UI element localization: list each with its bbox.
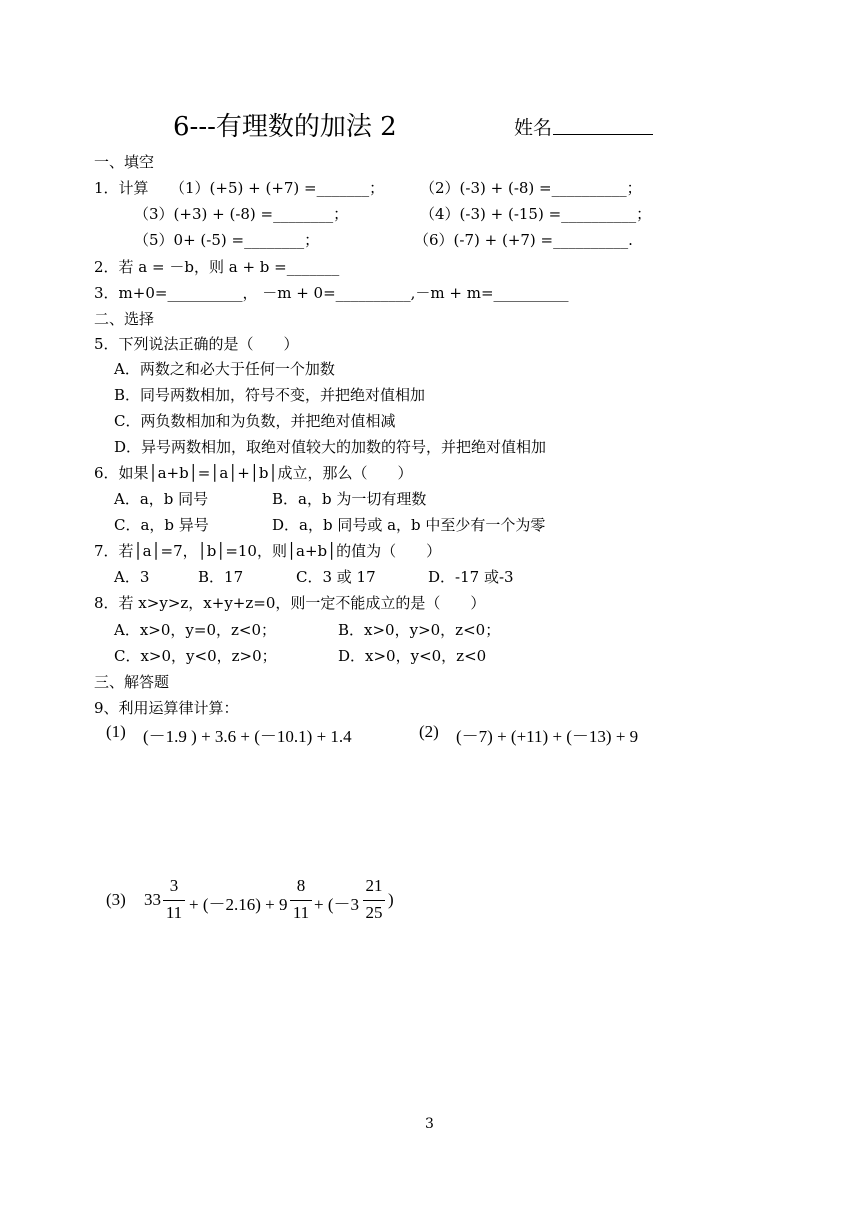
q6-option-c: C．a，b 异号 (114, 516, 209, 534)
page-number: 3 (425, 1116, 434, 1132)
fraction-denominator: 25 (365, 903, 383, 922)
q7-option-d: D．-17 或-3 (428, 568, 514, 586)
q8-option-c: C．x>0，y<0，z>0； (114, 647, 277, 665)
q5-option-a: A．两数之和必大于任何一个加数 (114, 360, 335, 378)
q9-part2-label: (2) (419, 722, 439, 741)
q6-option-b: B．a，b 为一切有理数 (272, 490, 427, 508)
q8-option-a: A．x>0，y=0，z<0； (114, 621, 277, 639)
q6-stem: 6．如果│a+b│=│a│+│b│成立，那么（ ） (94, 464, 413, 482)
fraction-bar (163, 900, 185, 901)
q6-option-d: D．a，b 同号或 a，b 中至少有一个为零 (272, 516, 546, 534)
q9-part3-fraction-1 (163, 876, 185, 926)
q5-stem: 5．下列说法正确的是（ ） (94, 335, 299, 353)
q9-part3-whole-1: 33 (144, 890, 161, 909)
q9-part1-label: (1) (106, 722, 126, 741)
q1-part1: （1）(+5) + (+7) =_______； (170, 179, 385, 197)
q1-part2: （2）(-3) + (-8) =__________； (420, 179, 642, 197)
q7-stem: 7．若│a│=7，│b│=10，则│a+b│的值为（ ） (94, 542, 442, 560)
name-blank[interactable] (553, 134, 653, 135)
q7-option-b: B．17 (198, 568, 244, 586)
q1-part3: （3）(+3) + (-8) =________； (134, 205, 349, 223)
fraction-numerator: 21 (365, 876, 383, 895)
q9-part3-fraction-2 (290, 876, 312, 926)
fraction-bar (290, 900, 312, 901)
q6-option-a: A．a，b 同号 (114, 490, 209, 508)
q5-option-d: D．异号两数相加，取绝对值较大的加数的符号，并把绝对值相加 (114, 438, 547, 456)
q1-part5: （5）0+ (-5) =________； (134, 231, 320, 249)
q8-option-b: B．x>0，y>0，z<0； (338, 621, 501, 639)
q9-part2-expression: (－7) + (+11) + (－13) + 9 (456, 727, 639, 746)
q8-stem: 8．若 x>y>z，x+y+z=0，则一定不能成立的是（ ） (94, 594, 486, 612)
q7-option-c: C．3 或 17 (296, 568, 376, 586)
q9-part3-fraction-3 (363, 876, 385, 926)
q1-lead: 1．计算 (94, 179, 149, 197)
q2-text: 2．若 a = －b，则 a + b =_______ (94, 258, 340, 276)
q9-part3-close-paren: ) (388, 890, 394, 909)
fraction-denominator: 11 (165, 903, 183, 922)
name-label: 姓名 (514, 117, 553, 139)
section-solve-heading: 三、解答题 (94, 673, 170, 691)
q8-option-d: D．x>0，y<0，z<0 (338, 647, 487, 665)
q9-part3-label: (3) (106, 890, 126, 909)
q1-part6: （6）(-7) + (+7) =__________. (414, 231, 633, 249)
fraction-numerator: 3 (169, 876, 179, 895)
q5-option-c: C．两负数相加和为负数，并把绝对值相减 (114, 412, 396, 430)
q7-option-a: A．3 (114, 568, 150, 586)
q1-part4: （4）(-3) + (-15) =__________； (420, 205, 652, 223)
fraction-bar (363, 900, 385, 901)
q5-option-b: B．同号两数相加，符号不变，并把绝对值相加 (114, 386, 426, 404)
q9-stem: 9、利用运算律计算： (94, 699, 239, 717)
q9-part3-middle: + (－2.16) + 9 (189, 895, 288, 914)
section-choice-heading: 二、选择 (94, 310, 155, 328)
fraction-denominator: 11 (292, 903, 310, 922)
q3-text: 3．m+0=__________， －m + 0=__________,－m + m=__________ (94, 284, 569, 302)
q9-part3-middle-2: + (－3 (314, 895, 359, 914)
section-fill-heading: 一、填空 (94, 153, 155, 171)
fraction-numerator: 8 (296, 876, 306, 895)
page-title: 6---有理数的加法 2 (173, 112, 397, 142)
q9-part1-expression: (－1.9 ) + 3.6 + (－10.1) + 1.4 (143, 727, 352, 746)
